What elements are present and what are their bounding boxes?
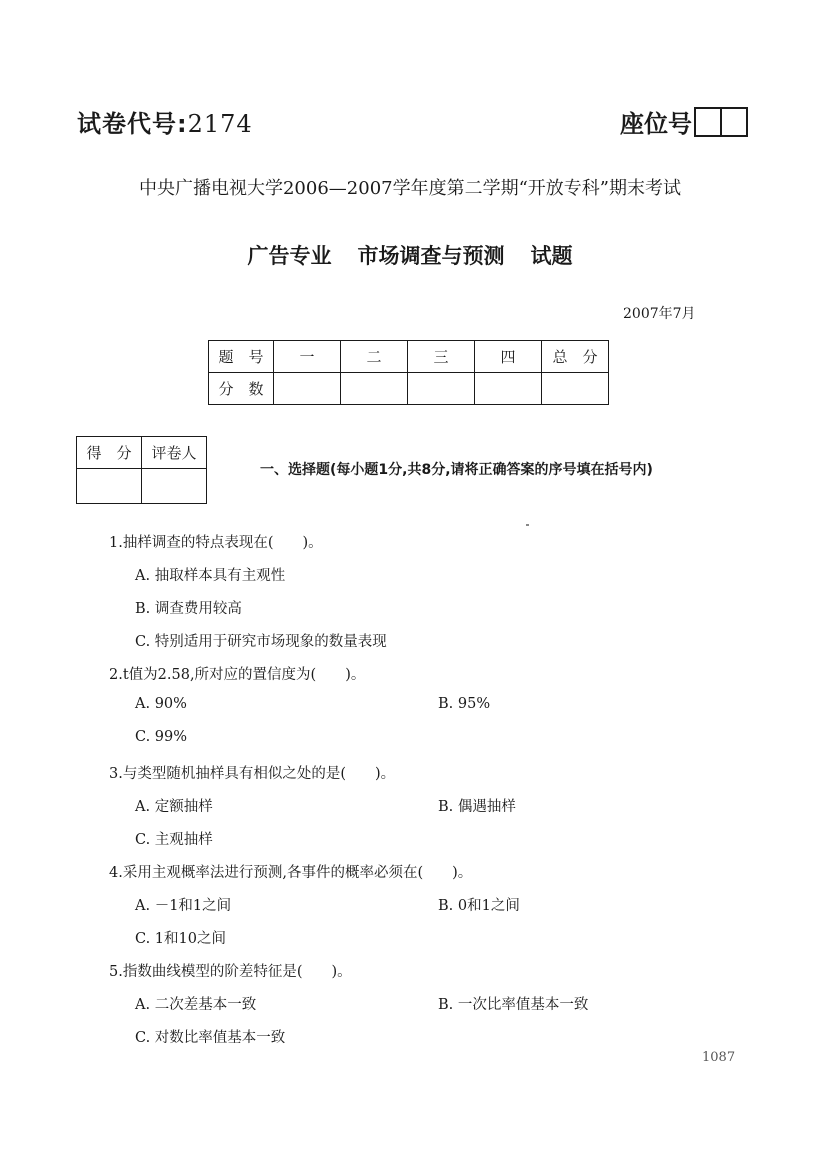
score-table-col-3: 三 bbox=[408, 341, 475, 373]
question-2-option-b: B. 95% bbox=[438, 696, 491, 712]
question-4-option-a: A. －1和1之间 bbox=[135, 898, 232, 914]
grader-score-label: 得 分 bbox=[77, 437, 142, 469]
score-table bbox=[208, 340, 609, 405]
score-table-col-total: 总 分 bbox=[542, 341, 609, 373]
exam-code-label: 试卷代号: bbox=[77, 110, 188, 138]
grader-table-header-row bbox=[77, 437, 207, 469]
question-3-option-a: A. 定额抽样 bbox=[135, 799, 213, 815]
score-table-col-2: 二 bbox=[341, 341, 408, 373]
grader-name-cell bbox=[142, 469, 207, 504]
question-1-stem: 1.抽样调查的特点表现在( )。 bbox=[109, 535, 323, 551]
score-table-score-label: 分 数 bbox=[209, 373, 274, 405]
score-cell bbox=[408, 373, 475, 405]
grader-table bbox=[76, 436, 207, 504]
question-3-stem: 3.与类型随机抽样具有相似之处的是( )。 bbox=[109, 766, 396, 782]
seat-box-1 bbox=[696, 109, 720, 135]
seat-number bbox=[620, 104, 748, 139]
question-1-option-b: B. 调查费用较高 bbox=[135, 601, 242, 617]
question-3-option-c: C. 主观抽样 bbox=[135, 832, 213, 848]
subject-type: 试题 bbox=[530, 244, 573, 268]
exam-date: 2007年7月 bbox=[623, 306, 696, 322]
score-table-score-row bbox=[209, 373, 609, 405]
question-5-option-a: A. 二次差基本一致 bbox=[135, 997, 257, 1013]
exam-code bbox=[77, 104, 253, 139]
question-4-stem: 4.采用主观概率法进行预测,各事件的概率必须在( )。 bbox=[109, 865, 473, 881]
score-table-header-row bbox=[209, 341, 609, 373]
question-3-option-b: B. 偶遇抽样 bbox=[438, 799, 516, 815]
grader-score-cell bbox=[77, 469, 142, 504]
scan-speck bbox=[526, 524, 529, 526]
question-2-stem: 2.t值为2.58,所对应的置信度为( )。 bbox=[109, 667, 366, 683]
score-cell bbox=[475, 373, 542, 405]
question-5-option-b: B. 一次比率值基本一致 bbox=[438, 997, 589, 1013]
subject-title bbox=[0, 240, 820, 270]
question-2-option-c: C. 99% bbox=[135, 729, 188, 745]
score-table-row-label: 题 号 bbox=[209, 341, 274, 373]
score-cell bbox=[542, 373, 609, 405]
question-4-option-c: C. 1和10之间 bbox=[135, 931, 226, 947]
score-cell bbox=[341, 373, 408, 405]
question-5-option-c: C. 对数比率值基本一致 bbox=[135, 1030, 286, 1046]
question-1-option-c: C. 特别适用于研究市场现象的数量表现 bbox=[135, 634, 387, 650]
score-cell bbox=[274, 373, 341, 405]
question-4-option-b: B. 0和1之间 bbox=[438, 898, 520, 914]
grader-name-label: 评卷人 bbox=[142, 437, 207, 469]
seat-number-label: 座位号 bbox=[620, 110, 692, 138]
section-1-title: 一、选择题(每小题1分,共8分,请将正确答案的序号填在括号内) bbox=[260, 462, 653, 478]
question-1-option-a: A. 抽取样本具有主观性 bbox=[135, 568, 286, 584]
score-table-col-1: 一 bbox=[274, 341, 341, 373]
question-5-stem: 5.指数曲线模型的阶差特征是( )。 bbox=[109, 964, 352, 980]
seat-box-2 bbox=[720, 109, 746, 135]
exam-title: 中央广播电视大学2006—2007学年度第二学期“开放专科”期末考试 bbox=[138, 178, 682, 199]
grader-table-blank-row bbox=[77, 469, 207, 504]
subject-major: 广告专业 bbox=[247, 244, 332, 268]
question-2-option-a: A. 90% bbox=[135, 696, 187, 712]
seat-number-boxes bbox=[694, 107, 748, 137]
score-table-col-4: 四 bbox=[475, 341, 542, 373]
subject-course: 市场调查与预测 bbox=[357, 244, 505, 268]
exam-code-value: 2174 bbox=[187, 110, 253, 138]
page-number: 1087 bbox=[702, 1050, 736, 1065]
